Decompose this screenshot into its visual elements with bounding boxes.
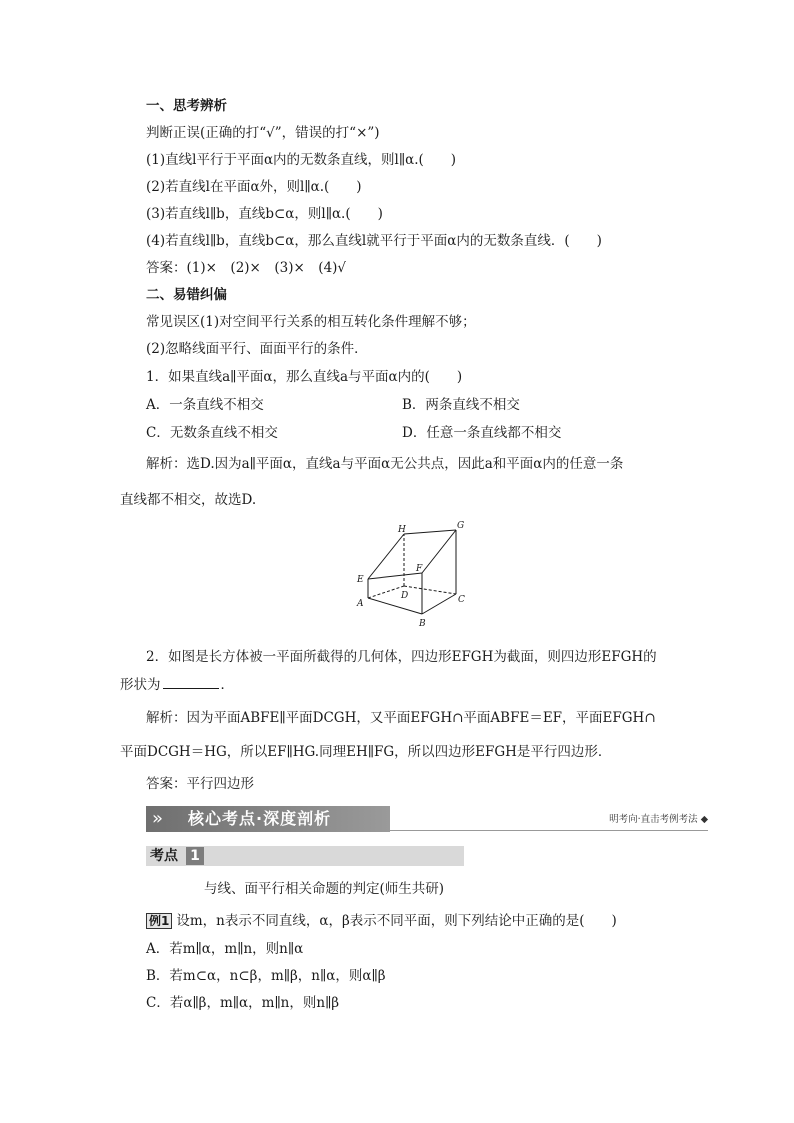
- example-option-c: C．若α∥β，m∥α，m∥n，则n∥β: [146, 995, 340, 1011]
- edge-HG: [404, 530, 456, 534]
- q1-option-b: B．两条直线不相交: [402, 397, 520, 413]
- hidden-edge-DC: [404, 586, 456, 594]
- section1-instruction: 判断正误(正确的打“√”，错误的打“×”): [146, 125, 380, 141]
- q2-stem-prefix: 形状为: [120, 677, 161, 693]
- diamond-icon: ◆: [700, 814, 708, 825]
- judge-item-1: (1)直线l平行于平面α内的无数条直线，则l∥α.( ): [146, 152, 457, 168]
- answer-blank: [163, 676, 219, 689]
- q1-analysis-line-2: 直线都不相交，故选D.: [120, 492, 257, 508]
- example-option-b: B．若m⊂α，n⊂β，m∥β，n∥α，则α∥β: [146, 968, 386, 984]
- hidden-edge-AD: [368, 586, 404, 598]
- q1-analysis-line-1: 解析：选D.因为a∥平面α，直线a与平面α无公共点，因此a和平面α内的任意一条: [146, 456, 624, 472]
- q2-answer: 答案：平行四边形: [146, 776, 254, 792]
- q2-analysis-line-1: 解析：因为平面ABFE∥平面DCGH，又平面EFGH∩平面ABFE＝EF，平面EFGH∩: [146, 710, 656, 726]
- judge-item-3: (3)若直线l∥b，直线b⊂α，则l∥α.( ): [146, 206, 383, 222]
- label-E: E: [357, 575, 364, 585]
- q2-stem-line-1: 2．如图是长方体被一平面所截得的几何体，四边形EFGH为截面，则四边形EFGH的: [146, 649, 657, 665]
- section2-heading: 二、易错纠偏: [146, 287, 227, 303]
- judge-item-4: (4)若直线l∥b，直线b⊂α，那么直线l就平行于平面α内的无数条直线．( ): [146, 233, 602, 249]
- misconception-line-2: (2)忽略线面平行、面面平行的条件．: [146, 341, 368, 357]
- kaodian-bar: [146, 846, 464, 866]
- label-F: F: [416, 564, 423, 574]
- banner-subtitle-text: 明考向·直击考例考法: [609, 814, 698, 825]
- example-1-stem: [146, 912, 617, 930]
- example-option-a: A．若m∥α，m∥n，则n∥α: [146, 941, 304, 957]
- label-A: A: [357, 599, 364, 609]
- section1-heading: 一、思考辨析: [146, 98, 227, 114]
- label-B: B: [419, 619, 426, 629]
- q1-stem: 1．如果直线a∥平面α，那么直线a与平面α内的( ): [146, 369, 463, 385]
- edge-BC: [422, 594, 456, 614]
- q2-analysis-line-2: 平面DCGH＝HG，所以EF∥HG.同理EH∥FG，所以四边形EFGH是平行四边形．: [120, 744, 612, 760]
- banner-title: 核心考点·深度剖析: [188, 809, 332, 828]
- label-G: G: [457, 521, 465, 531]
- q1-option-a: A．一条直线不相交: [146, 397, 264, 413]
- q1-option-d: D．任意一条直线都不相交: [402, 425, 562, 441]
- cuboid-figure: [346, 516, 476, 644]
- label-H: H: [398, 525, 406, 535]
- q1-option-c: C．无数条直线不相交: [146, 425, 278, 441]
- label-C: C: [458, 595, 465, 605]
- kaodian-number: 1: [186, 847, 204, 865]
- edge-AB: [368, 598, 422, 614]
- example-stem-text: 设m，n表示不同直线，α，β表示不同平面，则下列结论中正确的是( ): [176, 913, 617, 929]
- section1-answer: 答案：(1)× (2)× (3)× (4)√: [146, 260, 347, 276]
- banner-subtitle: [609, 814, 708, 826]
- edge-FG: [422, 530, 456, 573]
- kaodian-label: 考点: [150, 848, 178, 864]
- q2-stem-line-2: [120, 676, 234, 694]
- judge-item-2: (2)若直线l在平面α外，则l∥α.( ): [146, 179, 362, 195]
- section-banner: [146, 806, 708, 832]
- banner-rule: [390, 830, 708, 831]
- label-D: D: [401, 591, 409, 601]
- misconception-line-1: 常见误区(1)对空间平行关系的相互转化条件理解不够；: [146, 314, 476, 330]
- edge-EH: [368, 534, 404, 579]
- double-chevron-icon: »: [152, 808, 164, 829]
- edge-EF: [368, 573, 422, 579]
- q2-stem-suffix: ．: [220, 677, 234, 693]
- example-tag: 例1: [146, 913, 172, 929]
- kaodian-subtitle: 与线、面平行相关命题的判定(师生共研): [204, 881, 445, 897]
